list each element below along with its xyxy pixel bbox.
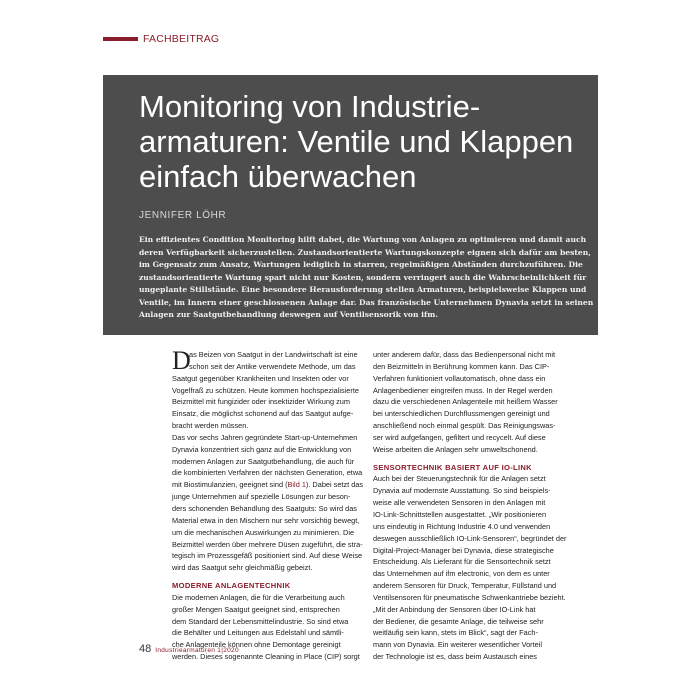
body-line: che Anlagenteile können ohne Demontage gereinigt: [172, 640, 341, 650]
body-line: weise alle verwendeten Sensoren in den Anlagen mit: [373, 498, 546, 508]
lead-line: zustandsorientierte Wartung spart nicht nur Kosten, sondern verringert auch die Wahrscheinlichkeit für: [139, 272, 587, 282]
lead-line: Ein effizientes Condition Monitoring hilft dabei, die Wartung von Anlagen zu optimieren und damit auch: [139, 235, 587, 244]
body-line: Anlagenbediener eingreifen muss. In der Regel werden: [373, 385, 553, 395]
body-line: großer Mengen Saatgut geeignet sind, entsprechen: [172, 604, 340, 614]
lead-paragraph: [139, 234, 594, 322]
body-line: junge Unternehmen auf spezielle Lösungen zur beson-: [172, 492, 351, 502]
article-title: [139, 89, 586, 194]
body-line: Dynavia auf modernste Ausstattung. So sind beispiels-: [373, 486, 551, 496]
body-line: um die mechanischen Auswirkungen zu minimieren. Die: [172, 527, 355, 537]
body-line: Vogelfraß zu schützen. Heute kommen hochspezialisierte: [172, 385, 359, 395]
body-line: das Unternehmen auf ifm electronic, von dem es unter: [373, 569, 550, 579]
lead-line: ungeplante Stillstände. Eine besondere Herausforderung stellen Armaturen, beispielsweise Klappen und: [139, 285, 587, 294]
body-line-with-ref: [172, 479, 392, 491]
body-text: mit Biostimulanzien, geeignet sind (: [172, 480, 288, 490]
body-line: uns eindeutig in Richtung Industrie 4.0 und verwenden: [373, 521, 551, 531]
body-line: dazu die verschiedenen Anlagenteile mit heißem Wasser: [373, 397, 558, 407]
body-line: Einsatz, die möglichst schonend auf das Saatgut aufge-: [172, 409, 354, 419]
body-line: Auch bei der Steuerungstechnik für die Anlagen setzt: [373, 474, 546, 484]
body-line: Saatgut gegenüber Krankheiten und Insekten oder vor: [172, 373, 349, 383]
body-column-left: [172, 346, 392, 663]
body-line: Digital-Project-Manager bei Dynavia, diese strategische: [373, 545, 554, 555]
body-line: IO-Link-Schnittstellen ausgestattet. „Wir positionieren: [373, 509, 547, 519]
page-footer: [139, 643, 239, 655]
page-number: 48: [139, 643, 152, 655]
body-line: ders schonenden Behandlung des Saatguts: So wird das: [172, 503, 357, 513]
category-accent-bar: [103, 37, 138, 41]
section-heading: SENSORTECHNIK BASIERT AUF IO-LINK: [373, 462, 532, 472]
body-line: deswegen ausschließlich IO-Link-Sensoren“, begründet der: [373, 533, 567, 543]
first-line-text: as Beizen von Saatgut in der Landwirtschaft ist eine: [189, 350, 358, 359]
body-line: anschließend noch einmal gespült. Das Reinigungswas-: [373, 421, 556, 431]
category-label: FACHBEITRAG: [143, 33, 220, 45]
title-line: Monitoring von Industrie-: [139, 89, 481, 124]
body-line: Das vor sechs Jahren gegründete Start-up-Unternehmen: [172, 432, 358, 442]
body-line: weitläufig sein kann, stets im Blick“, sagt der Fach-: [373, 628, 538, 638]
section-heading: MODERNE ANLAGENTECHNIK: [172, 581, 291, 591]
body-line: Entscheidung. Als Lieferant für die Sensortechnik setzt: [373, 557, 551, 567]
body-line: unter anderem dafür, dass das Bedienpersonal nicht mit: [373, 350, 556, 359]
body-line: ser wird aufgefangen, gefiltert und recycelt. Auf diese: [373, 432, 546, 442]
body-line: die Behälter und Leitungen aus Edelstahl und sämtli-: [172, 628, 344, 638]
title-line: armaturen: Ventile und Klappen: [139, 124, 574, 159]
title-line: einfach überwachen: [139, 159, 417, 194]
body-line: den Beizmitteln in Berührung kommen kann. Das CIP-: [373, 361, 550, 371]
body-line: der Technologie ist es, dass beim Austausch eines: [373, 652, 537, 662]
lead-line: Ventile, im Innern einer geschlossenen Anlage dar. Das französische Unternehmen Dynavia setzt in seinen: [139, 297, 594, 307]
body-line: mann von Dynavia. Ein weiterer wesentlicher Vorteil: [373, 640, 542, 650]
body-line: anderem Sensoren für Druck, Temperatur, Füllstand und: [373, 581, 557, 591]
body-line: Dynavia konzentriert sich ganz auf die Entwicklung von: [172, 444, 352, 454]
lead-line: Anlagen zur Saatgutbehandlung deswegen auf Ventilsensorik von ifm.: [139, 310, 438, 319]
body-line: Beizmittel mit fungizider oder insektizider Wirkung zum: [172, 397, 350, 407]
lead-line: deren Verfügbarkeit sicherzustellen. Zustandsorientierte Wartungskonzepte eignen sich dafür am besten,: [139, 247, 591, 257]
body-line: tegisch im Prozessgefäß positioniert sind. Auf diese Weise: [172, 551, 363, 561]
body-line: der Bediener, die gesamte Anlage, die teilweise sehr: [373, 616, 544, 626]
body-line: Beizmittel werden über mehrere Düsen zugeführt, die stra-: [172, 539, 363, 549]
body-line: bei unterschiedlichen Durchflussmengen gereinigt und: [373, 409, 550, 419]
body-line: modernen Anlagen zur Saatgutbehandlung, die auch für: [172, 456, 355, 466]
body-line: bracht werden müssen.: [172, 421, 249, 431]
body-line: wird das Saatgut sehr gleichmäßig gebeizt.: [172, 563, 313, 573]
section-category: [103, 33, 219, 45]
body-line: Ventilsensoren für pneumatische Schwenkantriebe bezieht.: [373, 592, 566, 602]
journal-name: Industriearmaturen 1|2020: [155, 647, 239, 654]
drop-cap: D: [172, 346, 191, 375]
body-line: schon seit der Antike verwendete Methode, um das: [189, 361, 356, 371]
body-text: ). Dabei setzt das: [305, 480, 364, 490]
body-line: dem Standard der Lebensmittelindustrie. So sind etwa: [172, 616, 349, 626]
author-name: JENNIFER LÖHR: [139, 210, 227, 221]
body-line: werden. Dieses sogenannte Cleaning in Place (CIP) sorgt: [172, 652, 360, 662]
figure-reference-link[interactable]: Bild 1: [287, 480, 306, 490]
body-line: Material etwa in den Mischern nur sehr vorsichtig bewegt,: [172, 515, 360, 525]
body-column-right: [373, 349, 593, 663]
body-line: „Mit der Anbindung der Sensoren über IO-Link hat: [373, 604, 536, 614]
lead-line: im Gegensatz zum Ansatz, Wartungen lediglich in starren, regelmäßigen Abständen durchzuführen. Die: [139, 260, 583, 269]
body-line: Verfahren funktioniert vollautomatisch, ohne dass ein: [373, 373, 546, 383]
body-line: die kombinierten Verfahren der nächsten Generation, etwa: [172, 468, 363, 478]
body-line: Die modernen Anlagen, die für die Verarbeitung auch: [172, 592, 345, 602]
body-line: Weise arbeiten die Anlagen sehr umweltschonend.: [373, 444, 538, 454]
title-block: [103, 75, 598, 335]
